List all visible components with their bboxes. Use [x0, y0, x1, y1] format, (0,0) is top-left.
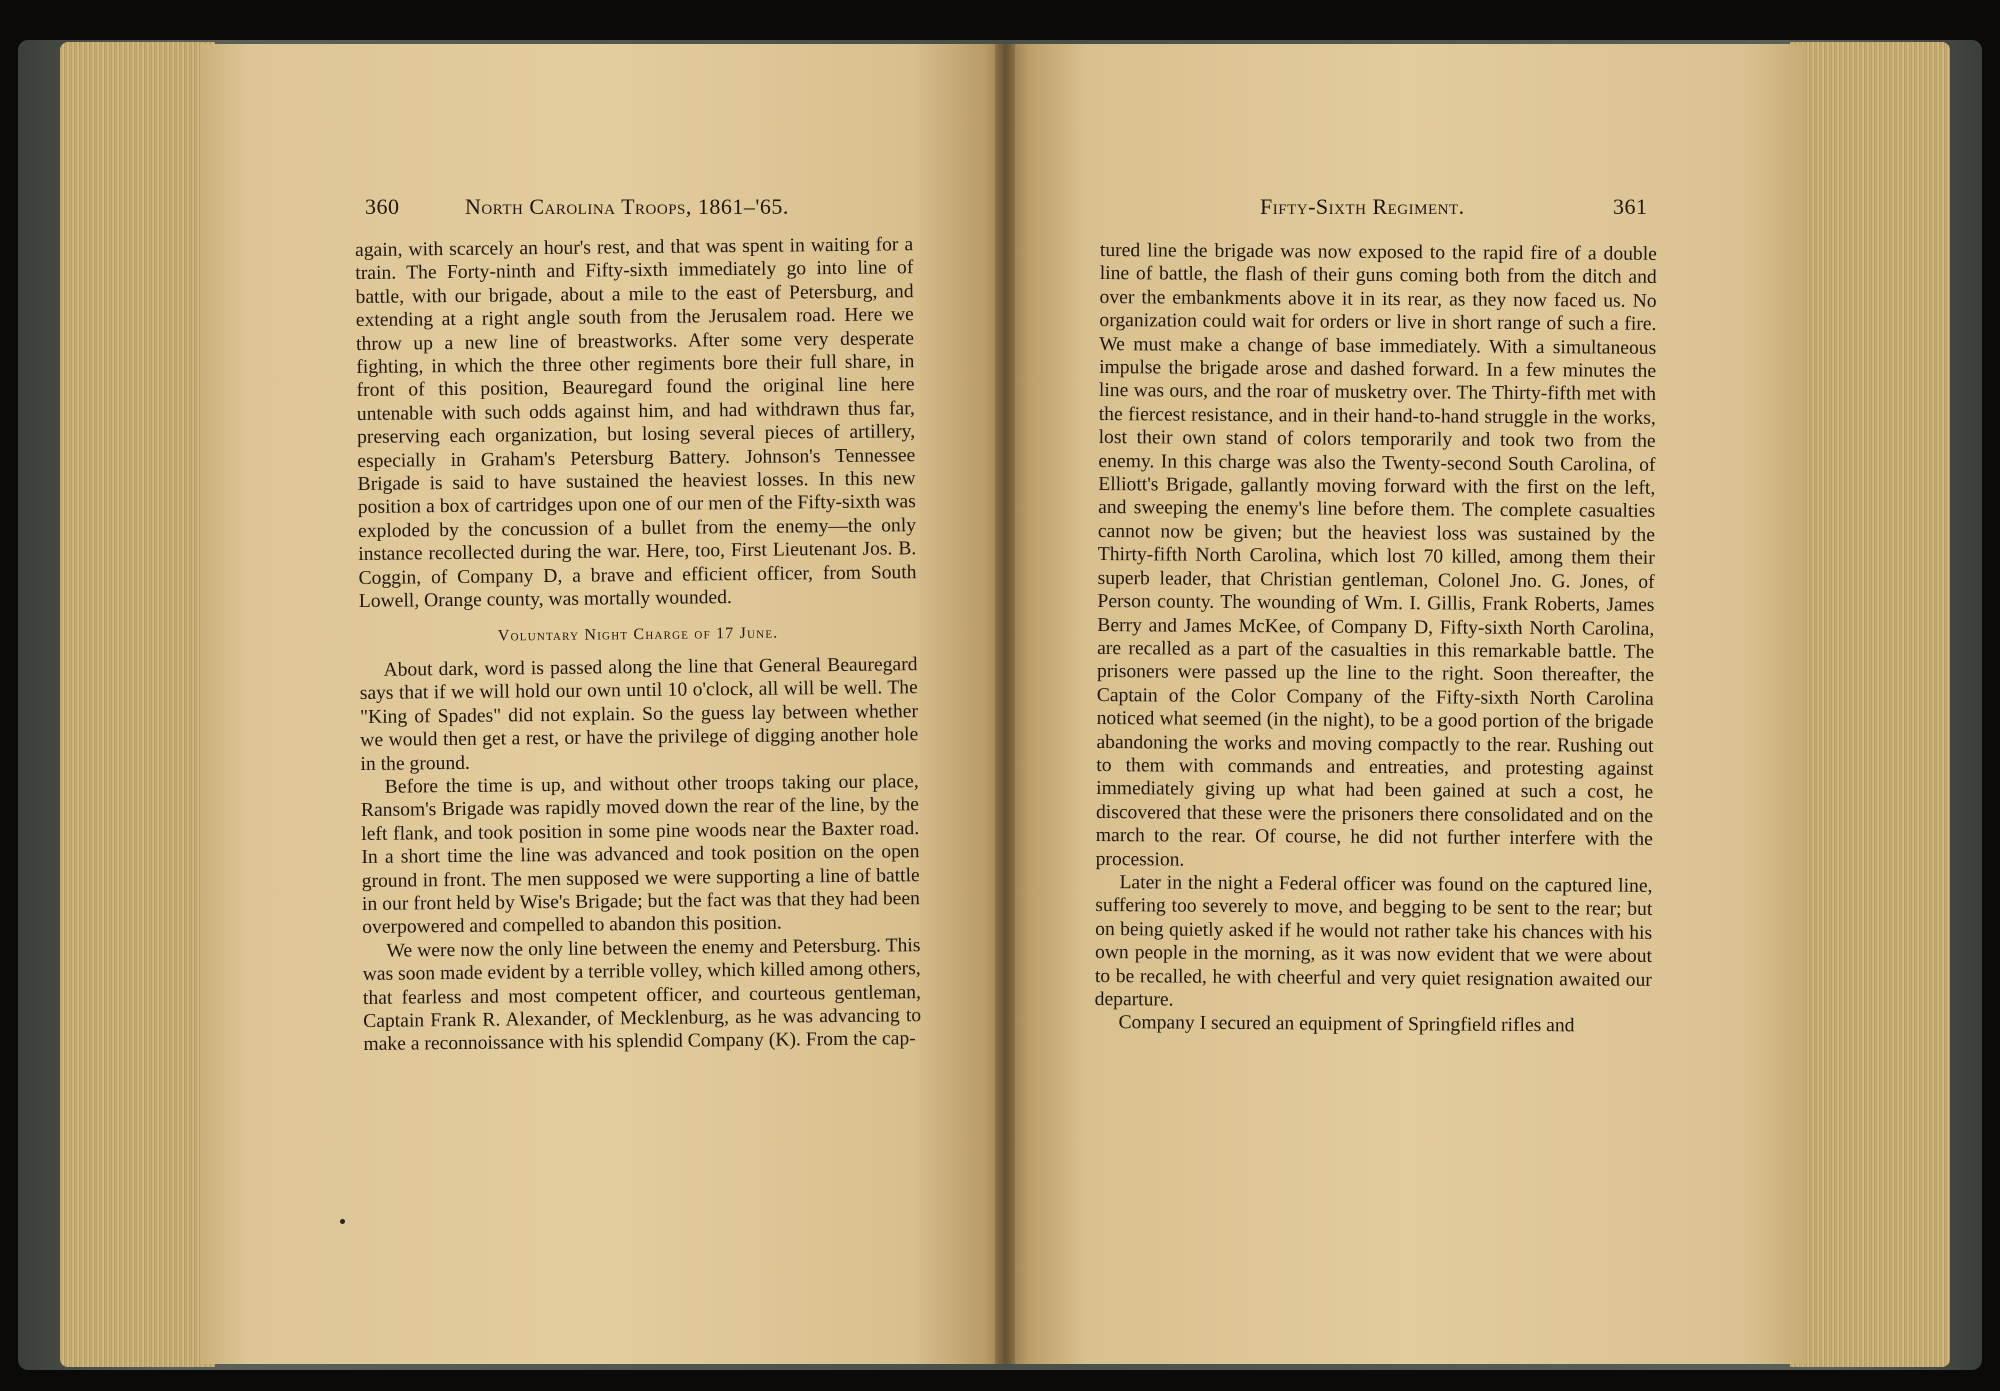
right-running-head: Fifty-Sixth Regiment. [1260, 194, 1465, 219]
right-paragraph-1: tured line the brigade was now exposed to the rapid fire of a double line of battle, the flash of their guns coming both from the ditch and over the embankments above it in its rear, as they now faced us. No organization could wait for orders or live in short range of such a fire. We must make a change of base immediately. With a simultaneous impulse the brigade arose and dashed forward. In a few minutes the line was ours, and the roar of musketry over. The Thirty-fifth met with the fiercest resistance, and in their hand-to-hand struggle in the works, lost their own stand of colors temporarily and took two from the enemy. In this charge was also the Twenty-second South Carolina, of Elliott's Brigade, gallantly moving forward with the first on the left, and sweeping the enemy's line before them. The complete casualties cannot now be given; but the heaviest loss was sustained by the Thirty-fifth North Carolina, which lost 70 killed, among them their superb leader, that Christian gentleman, Colonel Jno. G. Jones, of Person county. The wounding of Wm. I. Gillis, Frank Roberts, James Berry and James McKee, of Company D, Fifty-sixth North Carolina, are recalled as a part of the casualties in this remarkable battle. The prisoners were passed up the line to the right. Soon thereafter, the Captain of the Color Company of the Fifty-sixth North Carolina noticed what seemed (in the night), to be a good portion of the brigade abandoning the works and moving compactly to the rear. Rushing out to them with commands and entreaties, and protesting against immediately giving up what had been gained at such a cost, he discovered that these were the prisoners there consolidated and on the march to the rear. Of course, he did not further interfere with the procession. [1095, 239, 1657, 871]
left-paragraph-4: We were now the only line between the enemy and Petersburg. This was soon made evident by a terrible volley, which killed among others, that fearless and most competent officer, and courteous gentleman, Captain Frank R. Alexander, of Mecklenburg, as he was advancing to make a reconnoissance with his splendid Company (K). From the cap- [362, 934, 922, 1056]
left-page-text [355, 233, 922, 1057]
book-gutter [995, 44, 1015, 1364]
left-page-number: 360 [365, 194, 400, 219]
left-page [200, 44, 1010, 1364]
right-page [1005, 44, 1805, 1364]
left-paragraph-1: again, with scarcely an hour's rest, and that was spent in waiting for a train. The Forty-ninth and Fifty-sixth immediately go into line of battle, with our brigade, about a mile to the east of Petersburg, and extending at a right angle south from the Jerusalem road. Here we throw up a new line of breastworks. After some very desperate fighting, in which the three other regiments bore their full share, in front of this position, Beauregard found the original line here untenable with such odds against him, and had withdrawn thus far, preserving each organization, but losing several pieces of artillery, especially in Graham's Petersburg Battery. Johnson's Tennessee Brigade is said to have sustained the heaviest losses. In this new position a box of cartridges upon one of our men of the Fifty-sixth was exploded by the concussion of a bullet from the enemy—the only instance recollected during the war. Here, too, First Lieutenant Jos. B. Coggin, of Company D, a brave and efficient officer, from South Lowell, Orange county, was mortally wounded. [355, 234, 917, 613]
page-edges-left [60, 42, 215, 1367]
right-paragraph-2: Later in the night a Federal officer was found on the captured line, suffering too severely to move, and begging to be sent to the rear; but on being quietly asked if he would not rather take his chances with his own people in the morning, as it was now evident that we were about to be recalled, he with cheerful and very quiet resignation awaited our departure. [1094, 872, 1653, 1011]
left-paragraph-3: Before the time is up, and without other troops taking our place, Ransom's Brigade was rapidly moved down the rear of the line, by the left flank, and took position in some pine woods near the Baxter road. In a short time the line was advanced and took position on the open ground in front. The men supposed we were supporting a line of battle in our front held by Wise's Brigade; but the fact was that they had been overpowered and compelled to abandon this position. [360, 771, 921, 939]
right-page-text [1094, 239, 1657, 1039]
right-paragraph-3: Company I secured an equipment of Springfield rifles and [1118, 1012, 1575, 1037]
section-heading: Voluntary Night Charge of 17 June. [497, 624, 779, 645]
right-page-number: 361 [1613, 194, 1648, 219]
ink-speck [340, 1219, 345, 1224]
left-paragraph-2: About dark, word is passed along the line that General Beauregard says that if we will hold our own until 10 o'clock, all will be well. The "King of Spades" did not explain. So the guess lay between whether we would then get a rest, or have the privilege of digging another hole in the ground. [359, 654, 919, 775]
page-edges-right [1790, 42, 1950, 1367]
left-running-head: North Carolina Troops, 1861–'65. [465, 194, 789, 219]
